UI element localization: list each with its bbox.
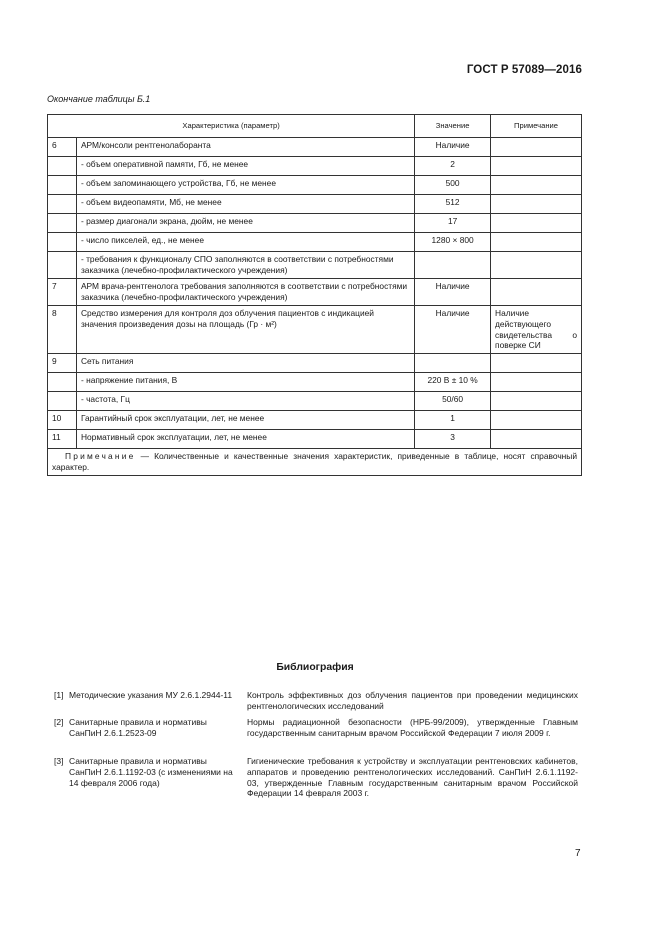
row-parameter: Гарантийный срок эксплуатации, лет, не менее <box>76 411 414 430</box>
row-value: 512 <box>415 195 491 214</box>
table-row <box>48 278 582 305</box>
row-note <box>491 233 582 252</box>
table-row <box>48 305 582 354</box>
table-footnote-row <box>48 449 582 476</box>
table-row <box>48 176 582 195</box>
row-note <box>491 176 582 195</box>
row-value: 17 <box>415 214 491 233</box>
row-parameter: - объем запоминающего устройства, Гб, не менее <box>76 176 414 195</box>
row-parameter: - напряжение питания, В <box>76 373 414 392</box>
row-number: 8 <box>48 305 77 354</box>
row-number: 9 <box>48 354 77 373</box>
bibliography-list <box>54 690 578 802</box>
row-number <box>48 157 77 176</box>
bibliography-description: Нормы радиационной безопасности (НРБ-99/2009), утвержденные Главным государственным санитарным врачом Российской Федерации 7 июля 2009 г. <box>247 717 578 738</box>
row-value: Наличие <box>415 305 491 354</box>
column-header-parameter: Характеристика (параметр) <box>48 115 415 138</box>
table-row <box>48 252 582 279</box>
row-parameter: - число пикселей, ед., не менее <box>76 233 414 252</box>
row-value: 220 В ± 10 % <box>415 373 491 392</box>
row-parameter: АРМ/консоли рентгенолаборанта <box>76 138 414 157</box>
row-value: 50/60 <box>415 392 491 411</box>
row-note <box>491 392 582 411</box>
table-row <box>48 430 582 449</box>
row-parameter: - размер диагонали экрана, дюйм, не менее <box>76 214 414 233</box>
footnote-label: Примечание <box>65 451 136 462</box>
table-row <box>48 373 582 392</box>
bibliography-entry <box>54 690 578 714</box>
table-caption: Окончание таблицы Б.1 <box>47 94 151 104</box>
bibliography-number: [1] <box>54 690 64 700</box>
row-note <box>491 354 582 373</box>
row-number <box>48 252 77 279</box>
row-number <box>48 214 77 233</box>
table-footnote <box>48 449 582 476</box>
table-row <box>48 392 582 411</box>
row-parameter: АРМ врача-рентгенолога требования заполняются в соответствии с потребностями заказчика (лечебно-профилактического учреждения) <box>76 278 414 305</box>
table-row <box>48 138 582 157</box>
bibliography-document: Санитарные правила и нормативы СанПиН 2.6.1.2523-09 <box>69 717 207 738</box>
row-parameter: Сеть питания <box>76 354 414 373</box>
row-parameter: Средство измерения для контроля доз облучения пациентов с индикацией значения произведения дозы на площадь (Гр · м²) <box>76 305 414 354</box>
bibliography-entry <box>54 756 578 799</box>
table-row <box>48 195 582 214</box>
table-row <box>48 411 582 430</box>
row-note <box>491 138 582 157</box>
row-value <box>415 354 491 373</box>
row-number <box>48 373 77 392</box>
row-note <box>491 252 582 279</box>
row-number: 6 <box>48 138 77 157</box>
page-number: 7 <box>575 848 581 859</box>
row-note <box>491 430 582 449</box>
row-note <box>491 411 582 430</box>
column-header-note: Примечание <box>491 115 582 138</box>
row-number: 10 <box>48 411 77 430</box>
table-header-row <box>48 115 582 138</box>
document-header: ГОСТ Р 57089—2016 <box>466 64 582 76</box>
bibliography-description: Контроль эффективных доз облучения пациентов при проведении медицинских рентгенологических исследований <box>247 690 578 711</box>
row-note <box>491 278 582 305</box>
row-parameter: Нормативный срок эксплуатации, лет, не менее <box>76 430 414 449</box>
column-header-value: Значение <box>415 115 491 138</box>
row-note: Наличие действующего свидетельства о поверке СИ <box>491 305 582 354</box>
row-number <box>48 176 77 195</box>
row-parameter: - требования к функционалу СПО заполняются в соответствии с потребностями заказчика (лечебно-профилактического учреждения) <box>76 252 414 279</box>
row-value: 1 <box>415 411 491 430</box>
specification-table <box>47 114 582 476</box>
table-row <box>48 233 582 252</box>
bibliography-number: [2] <box>54 717 64 727</box>
bibliography-description: Гигиенические требования к устройству и эксплуатации рентгеновских кабинетов, аппаратов и проведению рентгенологических исследований. СанПиН 2.6.1.1192-03, утвержденные Главным государственным санитарным врачом Российской Федерации 14 февраля 2003 г. <box>247 756 578 799</box>
row-value: 1280 × 800 <box>415 233 491 252</box>
row-value: Наличие <box>415 278 491 305</box>
row-number <box>48 392 77 411</box>
table-row <box>48 214 582 233</box>
row-parameter: - частота, Гц <box>76 392 414 411</box>
row-number: 7 <box>48 278 77 305</box>
row-value: 3 <box>415 430 491 449</box>
footnote-text: — Количественные и качественные значения характеристик, приведенные в таблице, носят справочный характер. <box>52 451 578 473</box>
row-parameter: - объем видеопамяти, Мб, не менее <box>76 195 414 214</box>
row-value: 2 <box>415 157 491 176</box>
bibliography-document: Методические указания МУ 2.6.1.2944-11 <box>69 690 233 700</box>
row-value: Наличие <box>415 138 491 157</box>
row-note <box>491 373 582 392</box>
row-value: 500 <box>415 176 491 195</box>
row-note <box>491 157 582 176</box>
bibliography-entry <box>54 717 578 753</box>
row-parameter: - объем оперативной памяти, Гб, не менее <box>76 157 414 176</box>
row-number <box>48 195 77 214</box>
row-note <box>491 195 582 214</box>
bibliography-title: Библиография <box>276 662 354 673</box>
bibliography-document: Санитарные правила и нормативы СанПиН 2.6.1.1192-03 (с изменениями на 14 февраля 2006 года) <box>69 756 233 788</box>
row-value <box>415 252 491 279</box>
bibliography-number: [3] <box>54 756 64 766</box>
row-number <box>48 233 77 252</box>
row-note <box>491 214 582 233</box>
table-row <box>48 157 582 176</box>
table-row <box>48 354 582 373</box>
row-number: 11 <box>48 430 77 449</box>
